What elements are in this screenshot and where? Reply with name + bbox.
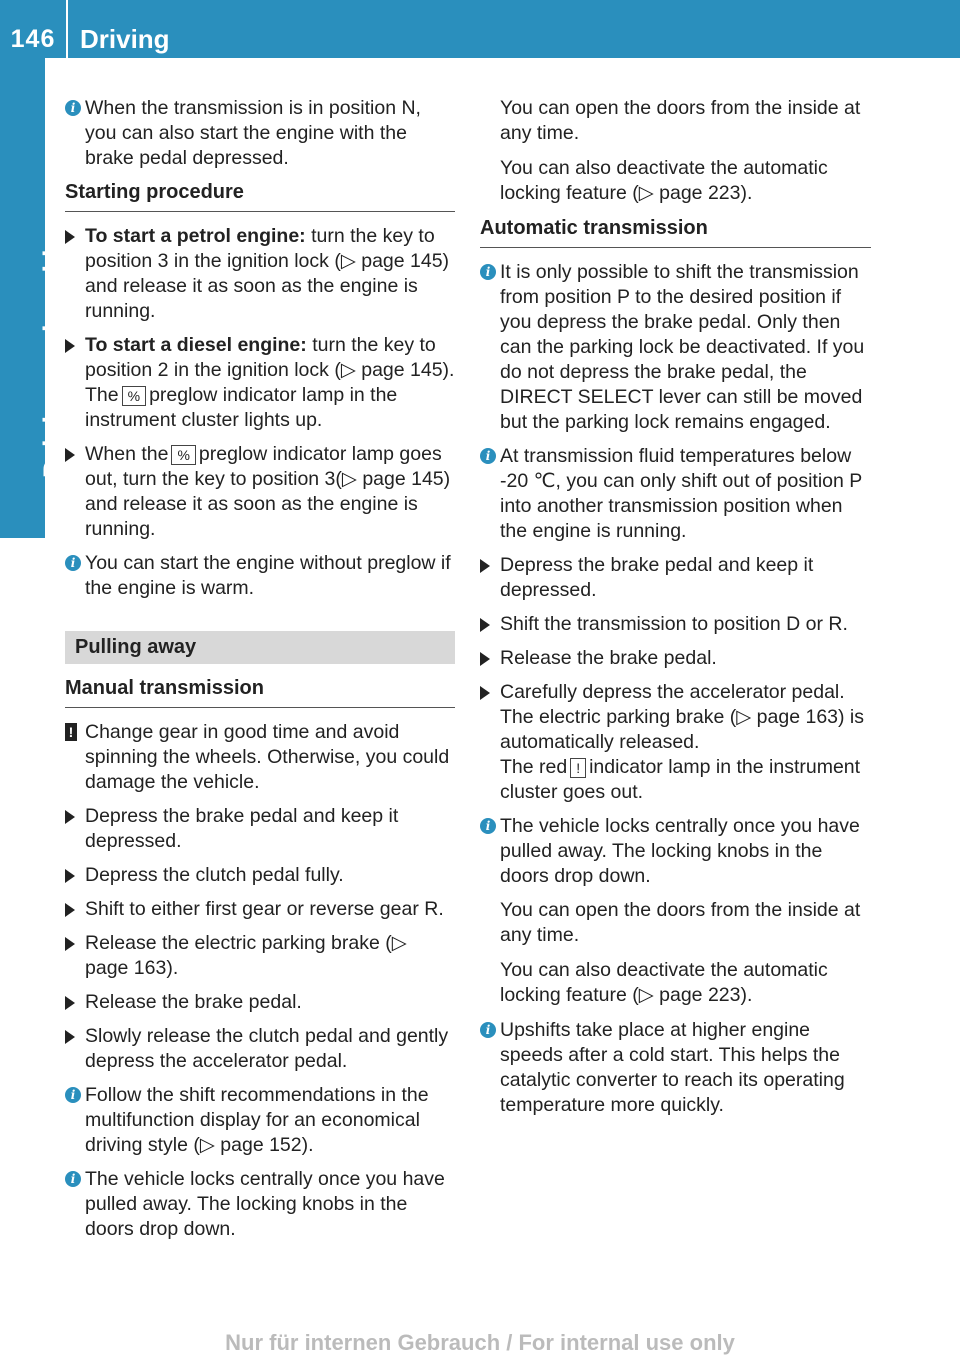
- info-icon: i: [65, 555, 81, 571]
- warning-note: ! Change gear in good time and avoid spinning the wheels. Otherwise, you could damage the vehicle.: [65, 720, 455, 795]
- info-note: i The vehicle locks centrally once you have pulled away. The locking knobs in the doors drop down.: [65, 1167, 455, 1242]
- arrow-icon: [480, 652, 490, 666]
- info-note: i Upshifts take place at higher engine speeds after a cold start. This helps the catalytic converter to reach its operating temperature more quickly.: [480, 1018, 871, 1118]
- header-divider: [66, 0, 68, 58]
- arrow-icon: [65, 448, 75, 462]
- page-header: [0, 0, 960, 58]
- arrow-icon: [65, 903, 75, 917]
- paragraph: You can open the doors from the inside at any time.: [500, 899, 861, 946]
- arrow-icon: [65, 1030, 75, 1044]
- arrow-icon: [65, 996, 75, 1010]
- info-icon: i: [480, 448, 496, 464]
- side-tab-label: Driving and parking: [38, 214, 68, 478]
- step-item: Shift to either first gear or reverse gear R.: [65, 897, 455, 922]
- step-item: Release the electric parking brake (▷ page 163).: [65, 931, 455, 981]
- page-number: 146: [10, 25, 56, 53]
- arrow-icon: [480, 559, 490, 573]
- info-note: i It is only possible to shift the transmission from position P to the desired position if you depress the brake pedal. Only then can the parking lock be deactivated. If you do not depress the brake pedal, the DIRECT SELECT lever can still be moved but the parking lock remains engaged.: [480, 260, 871, 435]
- arrow-icon: [65, 937, 75, 951]
- info-icon: i: [65, 1087, 81, 1103]
- auto-heading: Automatic transmission: [480, 216, 871, 248]
- arrow-icon: [65, 230, 75, 244]
- step-item: Depress the brake pedal and keep it depressed.: [65, 804, 455, 854]
- step-item: Shift the transmission to position D or R.: [480, 612, 871, 637]
- step-item: Depress the clutch pedal fully.: [65, 863, 455, 888]
- step-item: To start a petrol engine: turn the key to position 3 in the ignition lock (▷ page 145) and release it as soon as the engine is running.: [65, 224, 455, 324]
- footer-watermark: Nur für internen Gebrauch / For internal use only: [225, 1330, 735, 1355]
- arrow-icon: [65, 869, 75, 883]
- step-item: When the % preglow indicator lamp goes out, turn the key to position 3(▷ page 145) and release it as soon as the engine is running.: [65, 442, 455, 542]
- info-icon: i: [480, 1022, 496, 1038]
- preglow-icon: %: [171, 445, 195, 465]
- info-icon: i: [65, 1171, 81, 1187]
- paragraph: You can open the doors from the inside at any time.: [500, 97, 861, 144]
- preglow-icon: %: [122, 386, 146, 406]
- info-note: i Follow the shift recommendations in the multifunction display for an economical driving style (▷ page 152).: [65, 1083, 455, 1158]
- arrow-icon: [65, 339, 75, 353]
- info-icon: i: [65, 100, 81, 116]
- arrow-icon: [65, 810, 75, 824]
- paragraph: You can also deactivate the automatic locking feature (▷ page 223).: [500, 157, 828, 204]
- paragraph: You can also deactivate the automatic locking feature (▷ page 223).: [500, 959, 828, 1006]
- left-column: [65, 96, 455, 1251]
- chapter-title: Driving: [80, 24, 170, 54]
- right-column: [480, 96, 871, 1127]
- info-note: i The vehicle locks centrally once you have pulled away. The locking knobs in the doors drop down.: [480, 814, 871, 889]
- info-note: i At transmission fluid temperatures below -20 ℃, you can only shift out of position P into another transmission position when the engine is running.: [480, 444, 871, 544]
- step-item: To start a diesel engine: turn the key to position 2 in the ignition lock (▷ page 145). The % preglow indicator lamp in the instrument cluster lights up.: [65, 333, 455, 433]
- step-item: Depress the brake pedal and keep it depressed.: [480, 553, 871, 603]
- section-title: Pulling away: [65, 631, 455, 664]
- manual-heading: Manual transmission: [65, 676, 455, 708]
- step-item: Slowly release the clutch pedal and gently depress the accelerator pedal.: [65, 1024, 455, 1074]
- step-item: Carefully depress the accelerator pedal. The electric parking brake (▷ page 163) is automatically released. The red ! indicator lamp in the instrument cluster goes out.: [480, 680, 871, 805]
- step-item: Release the brake pedal.: [65, 990, 455, 1015]
- info-icon: i: [480, 818, 496, 834]
- warning-icon: !: [65, 723, 77, 741]
- arrow-icon: [480, 618, 490, 632]
- step-item: Release the brake pedal.: [480, 646, 871, 671]
- parking-brake-icon: !: [570, 758, 586, 778]
- arrow-icon: [480, 686, 490, 700]
- info-icon: i: [480, 264, 496, 280]
- info-note: i You can start the engine without preglow if the engine is warm.: [65, 551, 455, 601]
- info-note: i When the transmission is in position N, you can also start the engine with the brake pedal depressed.: [65, 96, 455, 171]
- starting-heading: Starting procedure: [65, 180, 455, 212]
